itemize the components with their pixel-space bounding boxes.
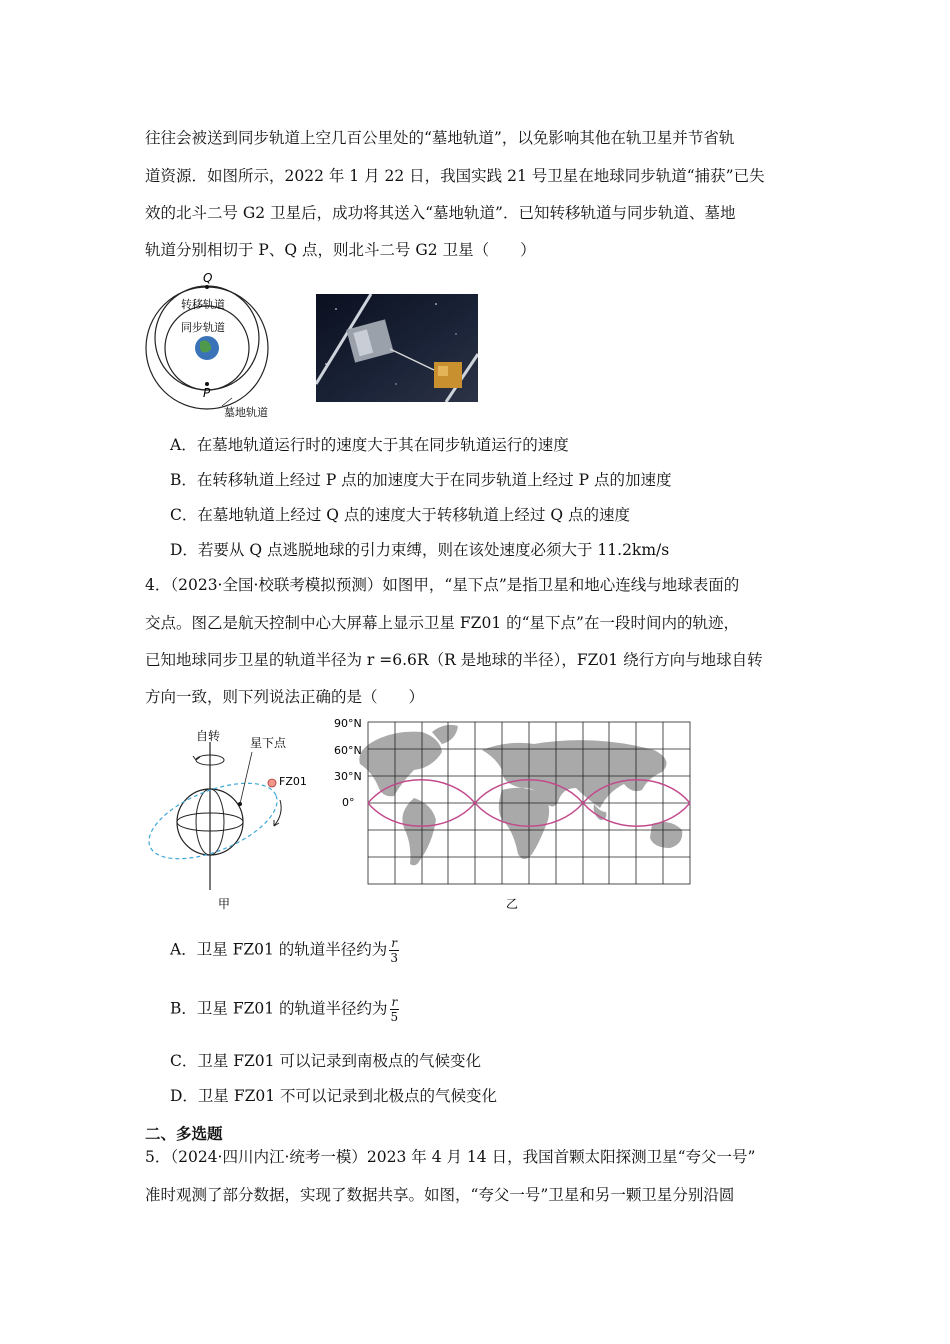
q4-option-b[interactable] (170, 995, 399, 1024)
figure-yi-ground-track-map (332, 712, 702, 914)
q4-line-2: 交点。图乙是航天控制中心大屏幕上显示卫星 FZ01 的“星下点”在一段时间内的轨迹， (145, 614, 739, 632)
section-heading-multi-choice: 二、多选题 (145, 1124, 223, 1143)
q3-line-3: 效的北斗二号 G2 卫星后，成功将其送入“墓地轨道”．已知转移轨道与同步轨道、墓地 (145, 204, 736, 222)
q3-line-4: 轨道分别相切于 P、Q 点，则北斗二号 G2 卫星（ ） (145, 241, 536, 259)
point-q-dot (205, 285, 209, 289)
label-fz01: FZ01 (279, 775, 307, 788)
q3-option-d[interactable]: D．若要从 Q 点逃脱地球的引力束缚，则在该处速度必须大于 11.2km/s (170, 541, 670, 559)
label-graveyard-orbit: 墓地轨道 (224, 406, 268, 419)
q3-line-1: 往往会被送到同步轨道上空几百公里处的“墓地轨道”，以免影响其他在轨卫星并节省轨 (145, 129, 735, 147)
q4-option-d[interactable]: D．卫星 FZ01 不可以记录到北极点的气候变化 (170, 1087, 498, 1105)
world-map-land (359, 725, 682, 865)
q4-option-c[interactable]: C．卫星 FZ01 可以记录到南极点的气候变化 (170, 1052, 481, 1070)
label-subpoint: 星下点 (250, 736, 287, 750)
q3-option-c[interactable]: C．在墓地轨道上经过 Q 点的速度大于转移轨道上经过 Q 点的速度 (170, 506, 630, 524)
orbit-diagram (140, 268, 290, 424)
q4-option-b-text: B．卫星 FZ01 的轨道半径约为 (170, 999, 388, 1018)
lat-label-30n: 30°N (334, 770, 362, 783)
label-rotation: 自转 (196, 729, 221, 743)
fraction-r-over-5: $\frac{r}{5}$ (390, 995, 399, 1024)
lat-label-0: 0° (342, 796, 355, 809)
fraction-r-over-3: $\frac{r}{3}$ (390, 936, 398, 965)
lat-label-90n: 90°N (334, 717, 362, 730)
caption-yi: 乙 (506, 897, 519, 911)
q5-line-1: 5．（2024·四川内江·统考一模）2023 年 4 月 14 日，我国首颗太阳探测卫星“夸父一号” (145, 1148, 756, 1166)
label-p: P (203, 386, 211, 400)
q4-line-3: 已知地球同步卫星的轨道半径为 r =6.6R（R 是地球的半径），FZ01 绕行方向与地球自转 (145, 651, 763, 669)
q4-line-4: 方向一致，则下列说法正确的是（ ） (145, 688, 425, 706)
q4-option-a[interactable] (170, 936, 399, 965)
satellite-fz01-dot (268, 779, 276, 787)
lat-label-60n: 60°N (334, 744, 362, 757)
q3-line-2: 道资源．如图所示，2022 年 1 月 22 日，我国实践 21 号卫星在地球同步轨道“捕获”已失 (145, 167, 765, 185)
satellite-capture-photo (316, 294, 478, 402)
label-sync-orbit: 同步轨道 (181, 321, 225, 334)
label-transfer-orbit: 转移轨道 (181, 298, 225, 311)
caption-jia: 甲 (218, 897, 231, 911)
q3-option-b[interactable]: B．在转移轨道上经过 P 点的加速度大于在同步轨道上经过 P 点的加速度 (170, 471, 672, 489)
q5-line-2: 准时观测了部分数据，实现了数据共享。如图，“夸父一号”卫星和另一颗卫星分别沿圆 (145, 1186, 735, 1204)
figure-jia (140, 722, 320, 912)
q4-line-1: 4．（2023·全国·校联考模拟预测）如图甲，“星下点”是指卫星和地心连线与地球表面的 (145, 576, 740, 594)
satellite-orbit-dashed (140, 768, 287, 875)
q3-option-a[interactable]: A．在墓地轨道运行时的速度大于其在同步轨道运行的速度 (170, 436, 569, 454)
label-q: Q (203, 271, 213, 285)
q4-option-a-text: A．卫星 FZ01 的轨道半径约为 (170, 940, 388, 959)
